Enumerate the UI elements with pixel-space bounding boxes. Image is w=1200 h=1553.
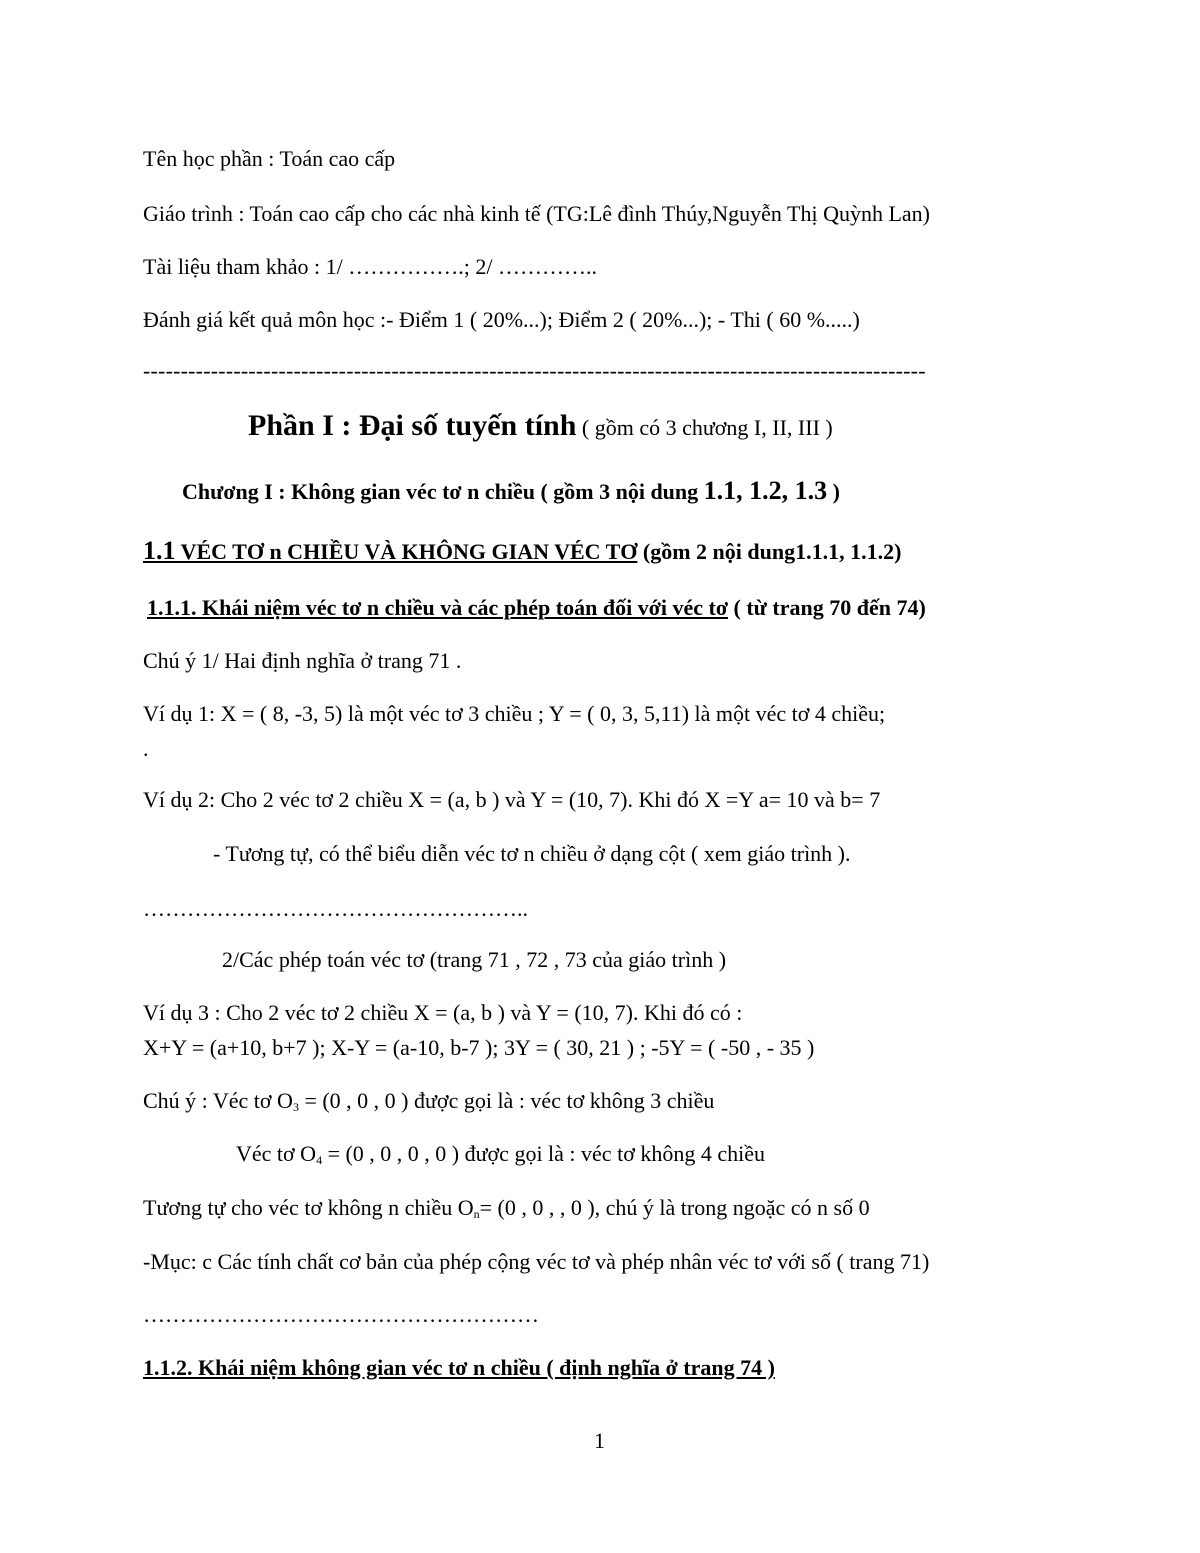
part-heading <box>248 411 833 441</box>
section-1-1-1-heading <box>147 597 926 619</box>
example-1-dot: . <box>143 736 149 761</box>
zero-vector-3-def: = (0 , 0 , 0 ) được gọi là : véc tơ không 3 chiều <box>298 1088 715 1113</box>
note-definitions: Chú ý 1/ Hai định nghĩa ở trang 71 . <box>143 648 462 673</box>
zero-vector-4-def: = (0 , 0 , 0 , 0 ) được gọi là : véc tơ không 4 chiều <box>322 1141 765 1166</box>
section-1-1-title: VÉC TƠ n CHIỀU VÀ KHÔNG GIAN VÉC TƠ <box>175 539 638 564</box>
part-note: ( gồm có 3 chương I, II, III ) <box>576 415 833 440</box>
part-title: Phần I : Đại số tuyến tính <box>248 409 577 442</box>
zero-vector-4-subscript: 4 <box>316 1153 323 1167</box>
section-1-1-2-heading: 1.1.2. Khái niệm không gian véc tơ n chiều ( định nghĩa ở trang 74 ) <box>143 1355 775 1380</box>
zero-vector-3 <box>143 1090 714 1113</box>
chapter-heading <box>182 478 840 504</box>
textbook-line: Giáo trình : Toán cao cấp cho các nhà kinh tế (TG:Lê đình Thúy,Nguyễn Thị Quỳnh Lan) <box>143 201 930 226</box>
example-1: Ví dụ 1: X = ( 8, -3, 5) là một véc tơ 3 chiều ; Y = ( 0, 3, 5,11) là một véc tơ 4 chiều; <box>143 701 886 726</box>
course-name: Tên học phần : Toán cao cấp <box>143 146 396 171</box>
chapter-numbers: 1.1, 1.2, 1.3 <box>703 476 828 505</box>
references-line: Tài liệu tham khảo : 1/ …………….; 2/ ………….. <box>143 254 598 279</box>
zero-vector-n-def: = (0 , 0 , , 0 ), chú ý là trong ngoặc có n số 0 <box>479 1195 870 1220</box>
column-vector-note: - Tương tự, có thể biểu diễn véc tơ n chiều ở dạng cột ( xem giáo trình ). <box>213 841 851 866</box>
operations-title: 2/Các phép toán véc tơ (trang 71 , 72 , 73 của giáo trình ) <box>222 947 727 972</box>
zero-vector-n-label: Tương tự cho véc tơ không n chiều O <box>143 1195 474 1220</box>
divider-line: -------------------------------------------------------------------------------------------------------- <box>143 360 926 382</box>
zero-vector-3-label: Chú ý : Véc tơ O <box>143 1088 293 1113</box>
zero-vector-n <box>143 1197 870 1220</box>
section-1-1-heading <box>143 538 901 564</box>
example-3: Ví dụ 3 : Cho 2 véc tơ 2 chiều X = (a, b ) và Y = (10, 7). Khi đó có : <box>143 1000 743 1025</box>
chapter-title: Chương I : Không gian véc tơ n chiều ( gồm 3 nội dung <box>182 479 704 504</box>
properties-line: -Mục: c Các tính chất cơ bản của phép cộng véc tơ và phép nhân véc tơ với số ( trang 71) <box>143 1249 930 1274</box>
section-1-1-1-title: 1.1.1. Khái niệm véc tơ n chiều và các phép toán đối với véc tơ <box>147 595 729 620</box>
section-1-1-note: (gồm 2 nội dung1.1.1, 1.1.2) <box>637 539 902 564</box>
zero-vector-4-label: Véc tơ O <box>236 1141 317 1166</box>
zero-vector-n-subscript: n <box>473 1207 480 1221</box>
dotted-line-1: …………………………………………….. <box>143 896 528 921</box>
section-1-1-1-note: ( từ trang 70 đến 74) <box>728 595 926 620</box>
example-2: Ví dụ 2: Cho 2 véc tơ 2 chiều X = (a, b ) và Y = (10, 7). Khi đó X =Y a= 10 và b= 7 <box>143 787 881 812</box>
example-3-operations: X+Y = (a+10, b+7 ); X-Y = (a-10, b-7 ); 3Y = ( 30, 21 ) ; -5Y = ( -50 , - 35 ) <box>143 1035 815 1060</box>
grading-line: Đánh giá kết quả môn học :- Điểm 1 ( 20%...); Điểm 2 ( 20%...); - Thi ( 60 %.....) <box>143 307 860 332</box>
zero-vector-3-subscript: 3 <box>292 1100 299 1114</box>
chapter-end: ) <box>827 479 840 504</box>
zero-vector-4 <box>236 1143 765 1166</box>
dotted-line-2: ……………………………………………… <box>143 1302 539 1327</box>
section-1-1-number: 1.1 <box>143 536 176 565</box>
page-number: 1 <box>594 1428 605 1453</box>
